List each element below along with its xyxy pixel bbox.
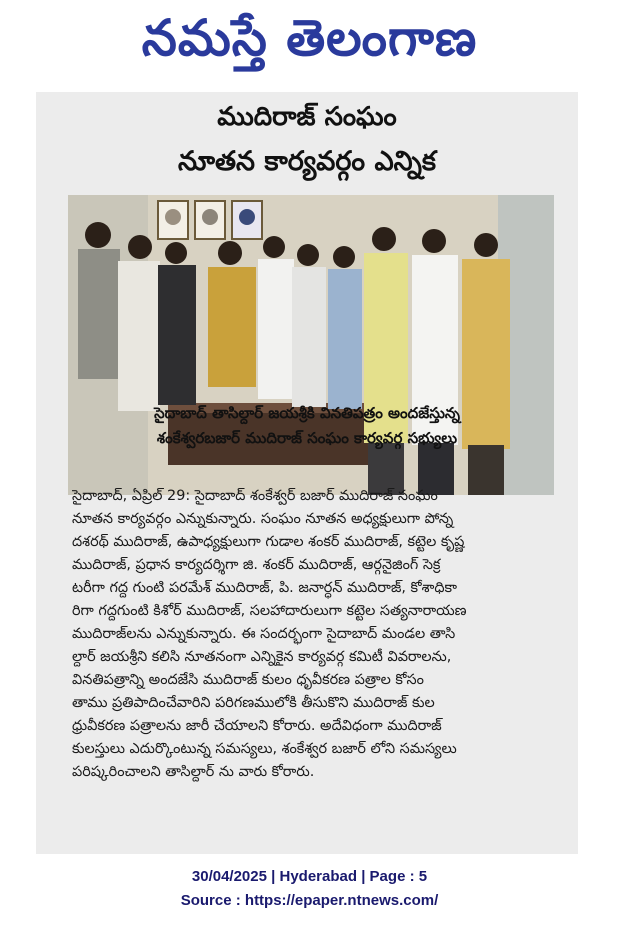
body-line: దశరథ్ ముదిరాజ్, ఉపాధ్యక్షులుగా గుడాల శంకర్ ముదిరాజ్, కట్టెల కృష్ణ [72, 534, 465, 550]
body-line: వినతిపత్రాన్ని అందజేసి ముదిరాజ్ కులం ధృవీకరణ పత్రాల కోసం [72, 672, 424, 688]
news-article [36, 92, 578, 854]
article-body [72, 485, 556, 784]
photo-caption-line-2: శంకేశ్వరబజార్ ముదిరాజ్ సంఘం కార్యవర్గ సభ్యులు [156, 429, 458, 447]
body-line: సైదాబాద్, ఏప్రిల్ 29: సైదాబాద్ శంకేశ్వర్ బజార్ ముదిరాజ్ సంఘం [72, 488, 438, 504]
body-line: ముదిరాజ్, ప్రధాన కార్యదర్శిగా జి. శంకర్ ముదిరాజ్, ఆర్గనైజింగ్ సెక్ర [72, 557, 441, 573]
body-line: ముదిరాజ్‌లను ఎన్నుకున్నారు. ఈ సందర్భంగా సైదాబాద్ మండల తాసి [72, 626, 456, 642]
body-line: ల్దార్ జయశ్రీని కలిసి నూతనంగా ఎన్నికైన కార్యవర్గ కమిటీ వివరాలను, [72, 649, 452, 665]
body-line: కులస్తులు ఎదుర్కొంటున్న సమస్యలు, శంకేశ్వర బజార్ లోని సమస్యలు [72, 741, 457, 757]
photo-caption-line-1: సైదాబాద్ తాసిల్దార్ జయశ్రీకి వినతిపత్రం అందజేస్తున్న [154, 404, 460, 422]
body-line: నూతన కార్యవర్గం ఎన్నుకున్నారు. సంఘం నూతన అధ్యక్షులుగా పోన్న [72, 511, 454, 527]
headline-line-2: నూతన కార్యవర్గం ఎన్నిక [178, 146, 436, 177]
body-line: రిగా గద్దగుంటి కిశోర్ ముదిరాజ్, సలహాదారులుగా కట్టెల సత్యనారాయణ [72, 603, 467, 619]
body-line: టరీగా గద్ద గుంటి పరమేశ్ ముదిరాజ్, పి. జనార్ధన్ ముదిరాజ్, కోశాధికా [72, 580, 457, 596]
headline-line-1: ముదిరాజ్ సంఘం [217, 102, 397, 132]
body-line: ధ్రువీకరణ పత్రాలను జారీ చేయాలని కోరారు. అదేవిధంగా ముదిరాజ్ [72, 718, 442, 734]
newspaper-masthead [0, 0, 619, 88]
body-line: పరిష్కరించాలని తాసిల్దార్ ను వారు కోరారు. [72, 764, 315, 780]
publication-date-line: 30/04/2025 | Hyderabad | Page : 5 [191, 868, 428, 885]
body-line: తాము ప్రతిపాదించేవారిని పరిగణములోకి తీసుకొని ముదిరాజ్ కుల [72, 695, 435, 711]
masthead-title: నమస్తే తెలంగాణ [141, 8, 478, 67]
source-link[interactable]: Source : https://epaper.ntnews.com/ [180, 892, 439, 909]
